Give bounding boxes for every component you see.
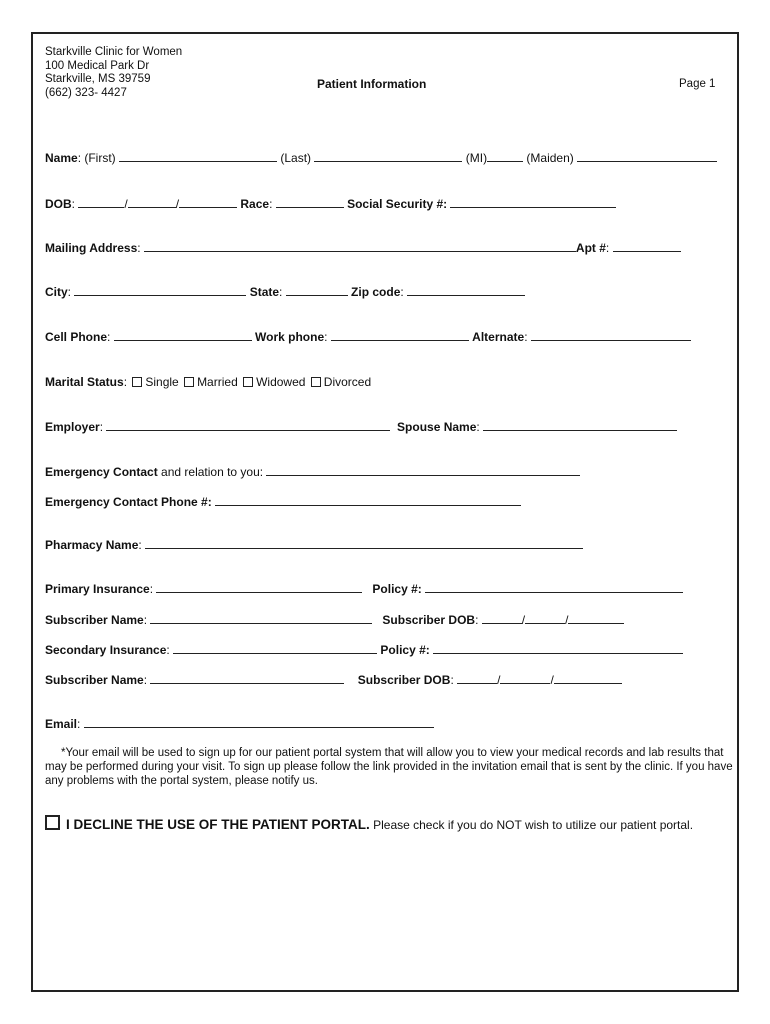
work-phone-label: Work phone [255, 330, 325, 344]
divorced-label: Divorced [323, 375, 372, 389]
dob-day-field[interactable] [128, 197, 176, 208]
primary-sub-dob-month[interactable] [482, 613, 522, 624]
first-label: : (First) [77, 151, 116, 165]
form-border [31, 32, 739, 992]
clinic-phone: (662) 323- 4427 [45, 86, 127, 99]
emergency-contact-row [45, 465, 580, 479]
address-row: Mailing Address: Apt #: [45, 241, 681, 255]
dob-row: DOB: / / Race: Social Security #: [45, 197, 616, 211]
cell-phone-field[interactable] [114, 330, 252, 341]
secondary-sub-dob-month[interactable] [457, 673, 497, 684]
name-label: Name [45, 151, 78, 165]
apt-label: Apt # [575, 241, 606, 255]
primary-subscriber-name-label: Subscriber Name [45, 613, 144, 627]
clinic-name: Starkville Clinic for Women [45, 46, 183, 58]
alternate-label: Alternate [472, 330, 525, 344]
pharmacy-row: Pharmacy Name: [45, 538, 583, 552]
cell-phone-label: Cell Phone [45, 330, 108, 344]
zip-field[interactable] [407, 285, 525, 296]
mailing-address-label: Mailing Address [45, 241, 138, 255]
secondary-subscriber-dob-label: Subscriber DOB [357, 673, 451, 687]
name-row [45, 151, 717, 165]
secondary-subscriber-name-field[interactable] [150, 673, 344, 684]
primary-insurance-label: Primary Insurance [45, 582, 150, 596]
primary-subscriber-name-field[interactable] [150, 613, 372, 624]
phone-row: Cell Phone: Work phone: Alternate: [45, 330, 691, 344]
email-row: Email: [45, 717, 434, 731]
primary-sub-dob-year[interactable] [568, 613, 624, 624]
primary-subscriber-row: Subscriber Name: Subscriber DOB: / / [45, 613, 624, 627]
city-label: City [45, 285, 68, 299]
email-note: *Your email will be used to sign up for our patient portal system that will allow you to view your medical records and lab results that may be performed during your visit. To sign up please follow the link provided in the invitation email that is sent by the clinic. If you have any problems with the portal system, please notify us. [45, 747, 733, 787]
secondary-sub-dob-year[interactable] [554, 673, 622, 684]
secondary-subscriber-row: Subscriber Name: Subscriber DOB: / / [45, 673, 622, 687]
spouse-name-label: Spouse Name [397, 420, 477, 434]
mi-label: (MI) [465, 151, 488, 165]
mi-field[interactable] [487, 151, 523, 162]
married-label: Married [197, 375, 238, 389]
decline-portal-heading: I DECLINE THE USE OF THE PATIENT PORTAL. [66, 817, 370, 832]
decline-portal-text: Please check if you do NOT wish to utilize our patient portal. [373, 818, 694, 832]
state-field[interactable] [286, 285, 348, 296]
employer-row: Employer: Spouse Name: [45, 420, 677, 434]
emergency-relation-label: and relation to you: [157, 465, 264, 479]
form-title: Patient Information [317, 77, 427, 91]
pharmacy-name-field[interactable] [145, 538, 583, 549]
first-name-field[interactable] [119, 151, 277, 162]
widowed-label: Widowed [256, 375, 306, 389]
secondary-sub-dob-day[interactable] [500, 673, 550, 684]
marital-status-row: Marital Status: Single Married Widowed Divorced [45, 375, 372, 389]
email-label: Email [45, 717, 78, 731]
divorced-checkbox[interactable] [311, 377, 321, 387]
alternate-phone-field[interactable] [531, 330, 691, 341]
decline-portal-checkbox[interactable] [45, 815, 60, 830]
mailing-address-field[interactable] [144, 241, 576, 252]
city-row: City: State: Zip code: [45, 285, 525, 299]
apt-field[interactable] [613, 241, 681, 252]
decline-portal-row [45, 815, 693, 832]
secondary-policy-label: Policy #: [380, 643, 430, 657]
ssn-label: Social Security # [347, 197, 444, 211]
clinic-city: Starkville, MS 39759 [45, 73, 151, 85]
work-phone-field[interactable] [331, 330, 469, 341]
city-field[interactable] [74, 285, 246, 296]
secondary-insurance-label: Secondary Insurance [45, 643, 167, 657]
emergency-contact-label: Emergency Contact [45, 465, 158, 479]
marital-status-label: Marital Status [45, 375, 124, 389]
single-checkbox[interactable] [132, 377, 142, 387]
spouse-name-field[interactable] [483, 420, 677, 431]
primary-sub-dob-day[interactable] [525, 613, 565, 624]
primary-policy-label: Policy #: [372, 582, 422, 596]
secondary-policy-field[interactable] [433, 643, 683, 654]
page-number: Page 1 [679, 78, 716, 90]
primary-subscriber-dob-label: Subscriber DOB [382, 613, 476, 627]
maiden-label: (Maiden) [526, 151, 574, 165]
maiden-name-field[interactable] [577, 151, 717, 162]
last-name-field[interactable] [314, 151, 462, 162]
married-checkbox[interactable] [184, 377, 194, 387]
dob-year-field[interactable] [179, 197, 237, 208]
race-label: Race [240, 197, 270, 211]
zip-label: Zip code [351, 285, 401, 299]
dob-month-field[interactable] [78, 197, 124, 208]
primary-policy-field[interactable] [425, 582, 683, 593]
employer-label: Employer [45, 420, 100, 434]
emergency-phone-row [45, 495, 521, 509]
dob-label: DOB [45, 197, 72, 211]
state-label: State [249, 285, 280, 299]
primary-insurance-row: Primary Insurance: Policy #: [45, 582, 683, 596]
clinic-street: 100 Medical Park Dr [45, 59, 150, 72]
pharmacy-name-label: Pharmacy Name [45, 538, 139, 552]
single-label: Single [145, 375, 179, 389]
secondary-insurance-row: Secondary Insurance: Policy #: [45, 643, 683, 657]
clinic-address-block [45, 46, 182, 100]
primary-insurance-field[interactable] [156, 582, 362, 593]
secondary-insurance-field[interactable] [173, 643, 377, 654]
widowed-checkbox[interactable] [243, 377, 253, 387]
ssn-field[interactable] [450, 197, 616, 208]
emergency-contact-field[interactable] [266, 465, 580, 476]
emergency-phone-label: Emergency Contact Phone #: [45, 495, 212, 509]
last-label: (Last) [280, 151, 312, 165]
secondary-subscriber-name-label: Subscriber Name [45, 673, 144, 687]
emergency-phone-field[interactable] [215, 495, 521, 506]
email-field[interactable] [84, 717, 434, 728]
employer-field[interactable] [106, 420, 390, 431]
race-field[interactable] [276, 197, 344, 208]
